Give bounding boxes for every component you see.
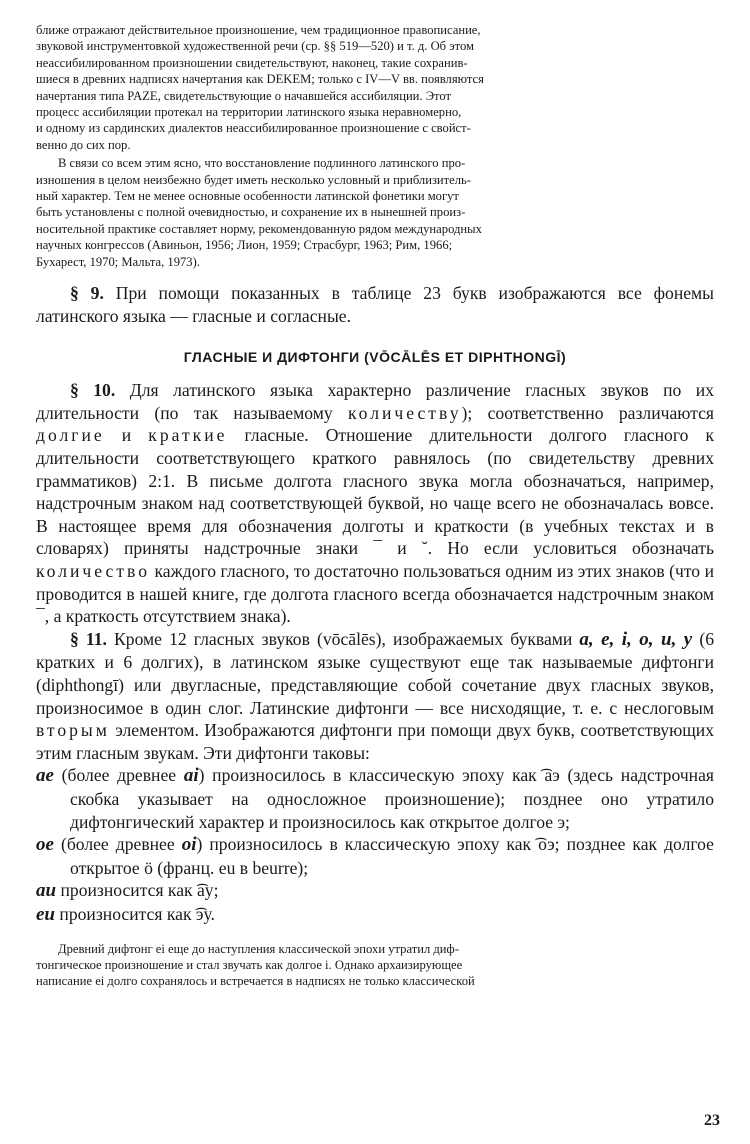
text-line: неассибилированном произношении свидетельствуют, наконец, такие сохранив- bbox=[36, 55, 468, 70]
text-line: Древний дифтонг ei еще до наступления классической эпохи утратил диф- bbox=[58, 941, 459, 956]
page-number: 23 bbox=[704, 1112, 720, 1129]
diphthong-label: ae bbox=[36, 765, 54, 787]
paragraph-assibilation bbox=[36, 22, 714, 153]
diphthong-text: произносится как ͡эу. bbox=[55, 903, 215, 924]
text-line: быть установлены с полной очевидностью, и сохранение их в нынешней произ- bbox=[36, 205, 466, 220]
diphthong-au bbox=[36, 879, 714, 903]
diphthong-label: oe bbox=[36, 834, 54, 856]
text-line: тонгическое произношение и стал звучать как долгое i. Однако архаизирующее bbox=[36, 957, 463, 972]
section-text: гласные. Отношение длительности долгого гласного к длительности соответствующего краткого равнялось (по свидетельству древних грамматиков) 2:1. В письме долгота гласного звука могла обозначаться, например, надстрочным знаком над соответствующей буквой, но чаще всего не обозначалась вовсе. В настоящее время для обозначения долготы и краткости (в учебных текстах и в словарях) приняты надстрочные знаки ¯ и ˘. Но если условиться обозначать bbox=[36, 425, 714, 559]
section-text: элементом. Изображаются дифтонги при помощи двух букв, соответствующих этим гласным звукам. Эти дифтонги таковы: bbox=[36, 720, 714, 763]
diphthong-text: (более древнее bbox=[53, 834, 182, 855]
text-line: написание ei долго сохранялось и встречается в надписях не только классической bbox=[36, 974, 475, 989]
text-line: ближе отражают действительное произношение, чем традиционное правописание, bbox=[36, 23, 481, 37]
diphthong-label: eu bbox=[36, 903, 55, 925]
diphthong-text: ) произносилось в классическую эпоху как ͡аэ (здесь надстрочная скобка указывает на односложное произношение); позднее оно утратило дифтонгический характер и произносилось как открытое долгое э; bbox=[70, 765, 714, 832]
section-number: § 10. bbox=[70, 380, 116, 401]
text-line: шиеся в древних надписях начертания как DEKEM; только с IV—V вв. появляются bbox=[36, 72, 484, 87]
spaced-term: долгие bbox=[36, 425, 105, 446]
diphthong-old: oi bbox=[181, 834, 197, 856]
spaced-term: количество bbox=[36, 561, 150, 582]
diphthong-text: ) произносилось в классическую эпоху как ͡оэ; позднее как долгое открытое ö (франц. eu в beurre); bbox=[70, 834, 714, 878]
section-9 bbox=[36, 282, 714, 327]
section-11 bbox=[36, 628, 714, 765]
section-text: и bbox=[104, 425, 149, 446]
diphthong-label: au bbox=[36, 880, 57, 902]
diphthong-text: (более древнее bbox=[53, 765, 184, 786]
spaced-term: вторым bbox=[36, 720, 110, 741]
diphthong-oe bbox=[36, 833, 714, 879]
section-number: § 9. bbox=[70, 283, 104, 304]
section-text: ); соответственно различаются bbox=[461, 402, 714, 423]
paragraph-reconstruction bbox=[36, 155, 714, 270]
spaced-term: количеству bbox=[347, 402, 462, 423]
section-text: Для латинского языка характерно различение гласных звуков по их длительности (по так называемому bbox=[36, 380, 715, 423]
text-line: изношения в целом неизбежно будет иметь несколько условный и приблизитель- bbox=[36, 172, 471, 187]
text-line: В связи со всем этим ясно, что восстановление подлинного латинского про- bbox=[58, 156, 466, 171]
section-text: (6 кратких и 6 долгих), в латинском языке существуют еще так называемые дифтонги (diphthongī) или двугласные, представляющие собой сочетание двух гласных звуков, произносимое в один слог. Латинские дифтонги — все нисходящие, т. е. с неслоговым bbox=[36, 628, 714, 718]
text-line: ный характер. Тем не менее основные особенности латинской фонетики могут bbox=[36, 189, 459, 204]
section-text: При помощи показанных в таблице 23 букв изображаются все фонемы латинского языка — гласные и согласные. bbox=[36, 283, 715, 326]
paragraph-ei bbox=[36, 941, 714, 990]
section-text: Кроме 12 гласных звуков (vōcālēs), изображаемых буквами bbox=[106, 628, 580, 649]
section-number: § 11. bbox=[70, 628, 107, 649]
page-body bbox=[36, 22, 714, 990]
text-line: научных конгрессов (Авиньон, 1956; Лион, 1959; Страсбург, 1963; Рим, 1966; bbox=[36, 238, 453, 253]
diphthong-ae bbox=[36, 764, 714, 833]
section-heading: ГЛАСНЫЕ И ДИФТОНГИ (VŌCĀLĒS ET DIPHTHONGĪ) bbox=[183, 349, 567, 366]
diphthong-text: произносится как ͡ay; bbox=[56, 880, 219, 901]
text-line: венно до сих пор. bbox=[36, 137, 131, 152]
text-line: звуковой инструментовкой художественной речи (ср. §§ 519—520) и т. д. Об этом bbox=[36, 39, 475, 54]
diphthong-eu bbox=[36, 903, 714, 927]
section-10 bbox=[36, 379, 714, 628]
text-line: носительной практике составляет норму, рекомендованную рядом международных bbox=[36, 221, 482, 236]
section-text: каждого гласного, то достаточно пользоваться одним из этих знаков (что и проводится в нашей книге, где долгота гласного всегда обозначается надстрочным знаком ¯, а краткость отсутствием знака). bbox=[36, 561, 714, 627]
vowel-letters: a, e, i, o, u, y bbox=[579, 628, 693, 650]
spaced-term: краткие bbox=[148, 425, 228, 446]
text-line: начертания типа PAZE, свидетельствующие о начавшейся ассибиляции. Этот bbox=[36, 88, 452, 103]
text-line: и одному из сардинских диалектов неассибилированное произношение c свойст- bbox=[36, 121, 471, 136]
text-line: процесс ассибиляции протекал на территории латинского языка неравномерно, bbox=[36, 105, 462, 120]
text-line: Бухарест, 1970; Мальта, 1973). bbox=[36, 254, 200, 269]
diphthong-old: ai bbox=[183, 765, 199, 787]
